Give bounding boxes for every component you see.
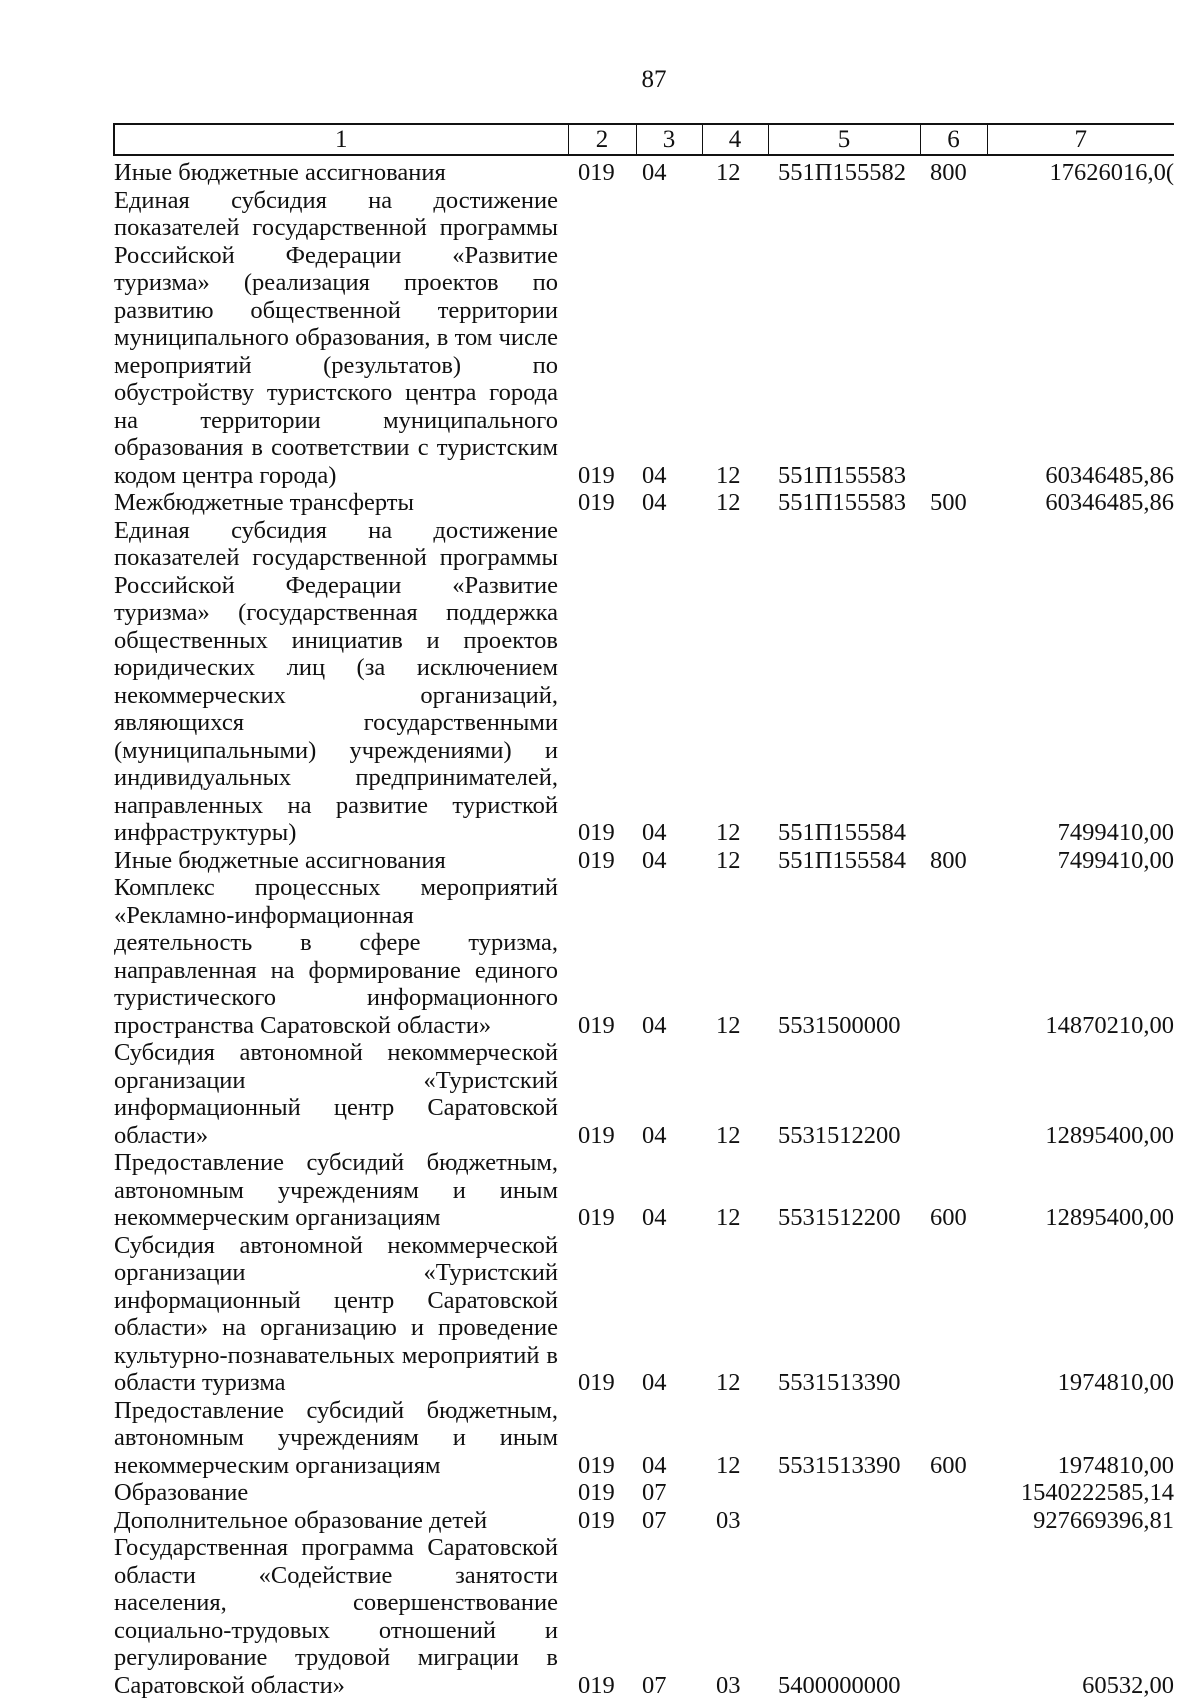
- row-admin-code: 019: [578, 489, 615, 516]
- column-header: 4: [702, 124, 768, 155]
- table-row: [114, 1397, 1174, 1480]
- row-admin-code: 019: [578, 461, 615, 489]
- row-subsection: 12: [716, 1204, 741, 1231]
- row-section: 04: [642, 1369, 667, 1396]
- row-expense-type: [920, 1507, 987, 1535]
- row-expense-type: 800: [930, 846, 967, 874]
- row-section: 07: [642, 1671, 667, 1699]
- row-name: Комплекс процессных мероприятий «Рекламно-информационная деятельность в сфере туризма, направленная на формирование единого туристического информационного пространства Саратовской области»: [114, 874, 558, 1039]
- row-subsection: 03: [716, 1671, 741, 1699]
- row-subsection: 12: [716, 846, 741, 874]
- row-subsection: [702, 1479, 768, 1507]
- row-subsection: 12: [716, 1121, 741, 1149]
- row-section: 04: [642, 1011, 667, 1039]
- row-section: 04: [642, 819, 667, 846]
- row-target-article: 551П155582: [778, 159, 906, 186]
- table-row: [114, 1149, 1174, 1232]
- row-expense-type: [920, 1479, 987, 1507]
- row-name: Единая субсидия на достижение показателей государственной программы Российской Федерации «Развитие туризма» (государственная поддержка общественных инициатив и проектов юридических лиц (за исключением некоммерческих организаций, являющихся государственными (муниципальными) учреждениями) и индивидуальных предпринимателей, направленных на развитие туристкой инфраструктуры): [114, 516, 558, 846]
- table-row: [114, 847, 1174, 875]
- row-name: Субсидия автономной некоммерческой организации «Туристский информационный центр Саратовской области»: [114, 1039, 558, 1149]
- row-admin-code: 019: [578, 1671, 615, 1699]
- row-admin-code: 019: [578, 1204, 615, 1231]
- row-amount: 1974810,00: [1057, 1369, 1174, 1396]
- row-expense-type: [920, 874, 987, 1039]
- row-target-article: 551П155583: [778, 461, 906, 489]
- row-name: Межбюджетные трансферты: [114, 489, 414, 516]
- row-name: Государственная программа Саратовской области «Содействие занятости населения, совершенствование социально-трудовых отношений и регулирование трудовой миграции в Саратовской области»: [114, 1534, 558, 1699]
- column-header: 2: [568, 124, 636, 155]
- row-admin-code: 019: [578, 1479, 615, 1506]
- row-expense-type: [920, 1039, 987, 1149]
- row-name: Дополнительное образование детей: [114, 1506, 488, 1534]
- row-subsection: 12: [716, 159, 741, 186]
- table-row: [114, 1232, 1174, 1397]
- row-amount: 927669396,81: [1033, 1506, 1174, 1534]
- row-name: Образование: [114, 1479, 249, 1506]
- column-header: 3: [636, 124, 702, 155]
- row-subsection: 12: [716, 1011, 741, 1039]
- row-target-article: 5531500000: [778, 1011, 901, 1039]
- table-row: [114, 1507, 1174, 1535]
- row-subsection: 12: [716, 819, 741, 846]
- row-section: 07: [642, 1506, 667, 1534]
- row-admin-code: 019: [578, 846, 615, 874]
- row-section: 04: [642, 159, 667, 186]
- column-header: 7: [987, 124, 1174, 155]
- row-section: 04: [642, 461, 667, 489]
- row-expense-type: 800: [930, 159, 967, 186]
- table-row: [114, 874, 1174, 1039]
- row-amount: 60346485,86: [1045, 461, 1174, 489]
- row-amount: 14870210,00: [1045, 1011, 1174, 1039]
- row-target-article: 551П155583: [778, 489, 906, 516]
- header-row: [114, 124, 1174, 155]
- row-expense-type: 500: [930, 489, 967, 516]
- row-expense-type: [920, 1232, 987, 1397]
- row-target-article: 5531513390: [778, 1369, 901, 1396]
- row-expense-type: [920, 187, 987, 490]
- table-row: [114, 489, 1174, 517]
- row-admin-code: 019: [578, 819, 615, 846]
- row-section: 04: [642, 489, 667, 516]
- row-name: Единая субсидия на достижение показателей государственной программы Российской Федерации «Развитие туризма» (реализация проектов по развитию общественной территории муниципального образования, в том числе мероприятий (результатов) по обустройству туристского центра города на территории муниципального образования в соответствии с туристским кодом центра города): [114, 186, 558, 489]
- row-subsection: 12: [716, 461, 741, 489]
- table-row: [114, 517, 1174, 847]
- row-target-article: 551П155584: [778, 819, 906, 846]
- row-section: 04: [642, 1121, 667, 1149]
- row-amount: 7499410,00: [1057, 846, 1174, 874]
- row-admin-code: 019: [578, 159, 615, 186]
- column-header: 5: [768, 124, 920, 155]
- budget-table: [113, 123, 1174, 1699]
- table-row: [114, 1039, 1174, 1149]
- row-admin-code: 019: [578, 1121, 615, 1149]
- row-subsection: 03: [716, 1506, 741, 1534]
- row-section: 04: [642, 846, 667, 874]
- table-row: [114, 155, 1174, 187]
- table-row: [114, 187, 1174, 490]
- row-expense-type: [920, 517, 987, 847]
- row-expense-type: 600: [930, 1204, 967, 1231]
- row-amount: 1974810,00: [1057, 1451, 1174, 1479]
- row-admin-code: 019: [578, 1451, 615, 1479]
- row-target-article: 551П155584: [778, 846, 906, 874]
- row-amount: 12895400,00: [1045, 1204, 1174, 1231]
- row-amount: 60346485,86: [1045, 489, 1174, 516]
- row-name: Субсидия автономной некоммерческой организации «Туристский информационный центр Саратовской области» на организацию и проведение культурно-познавательных мероприятий в области туризма: [114, 1231, 558, 1396]
- row-target-article: 5531513390: [778, 1451, 901, 1479]
- row-amount: 7499410,00: [1057, 819, 1174, 846]
- row-amount: 60532,00: [1082, 1671, 1174, 1699]
- row-admin-code: 019: [578, 1011, 615, 1039]
- row-admin-code: 019: [578, 1506, 615, 1534]
- row-section: 04: [642, 1204, 667, 1231]
- row-name: Предоставление субсидий бюджетным, автономным учреждениям и иным некоммерческим организациям: [114, 1396, 558, 1479]
- page-number: 87: [641, 66, 667, 93]
- column-header: 1: [114, 124, 568, 155]
- table-row: [114, 1534, 1174, 1699]
- row-name: Иные бюджетные ассигнования: [114, 159, 446, 186]
- row-expense-type: 600: [930, 1451, 967, 1479]
- row-admin-code: 019: [578, 1369, 615, 1396]
- row-target-article: [768, 1507, 920, 1535]
- row-target-article: 5531512200: [778, 1204, 901, 1231]
- row-name: Предоставление субсидий бюджетным, автономным учреждениям и иным некоммерческим организациям: [114, 1149, 558, 1231]
- row-target-article: [768, 1479, 920, 1507]
- row-name: Иные бюджетные ассигнования: [114, 846, 446, 874]
- row-subsection: 12: [716, 1451, 741, 1479]
- row-target-article: 5400000000: [778, 1671, 901, 1699]
- row-amount: 1540222585,14: [1020, 1479, 1174, 1506]
- row-expense-type: [920, 1534, 987, 1699]
- row-target-article: 5531512200: [778, 1121, 901, 1149]
- row-subsection: 12: [716, 489, 741, 516]
- table-body: [114, 155, 1174, 1699]
- row-section: 04: [642, 1451, 667, 1479]
- row-amount: 12895400,00: [1045, 1121, 1174, 1149]
- column-header: 6: [920, 124, 987, 155]
- row-section: 07: [642, 1479, 667, 1506]
- row-amount: 17626016,0(: [1049, 159, 1174, 186]
- row-subsection: 12: [716, 1369, 741, 1396]
- table-row: [114, 1479, 1174, 1507]
